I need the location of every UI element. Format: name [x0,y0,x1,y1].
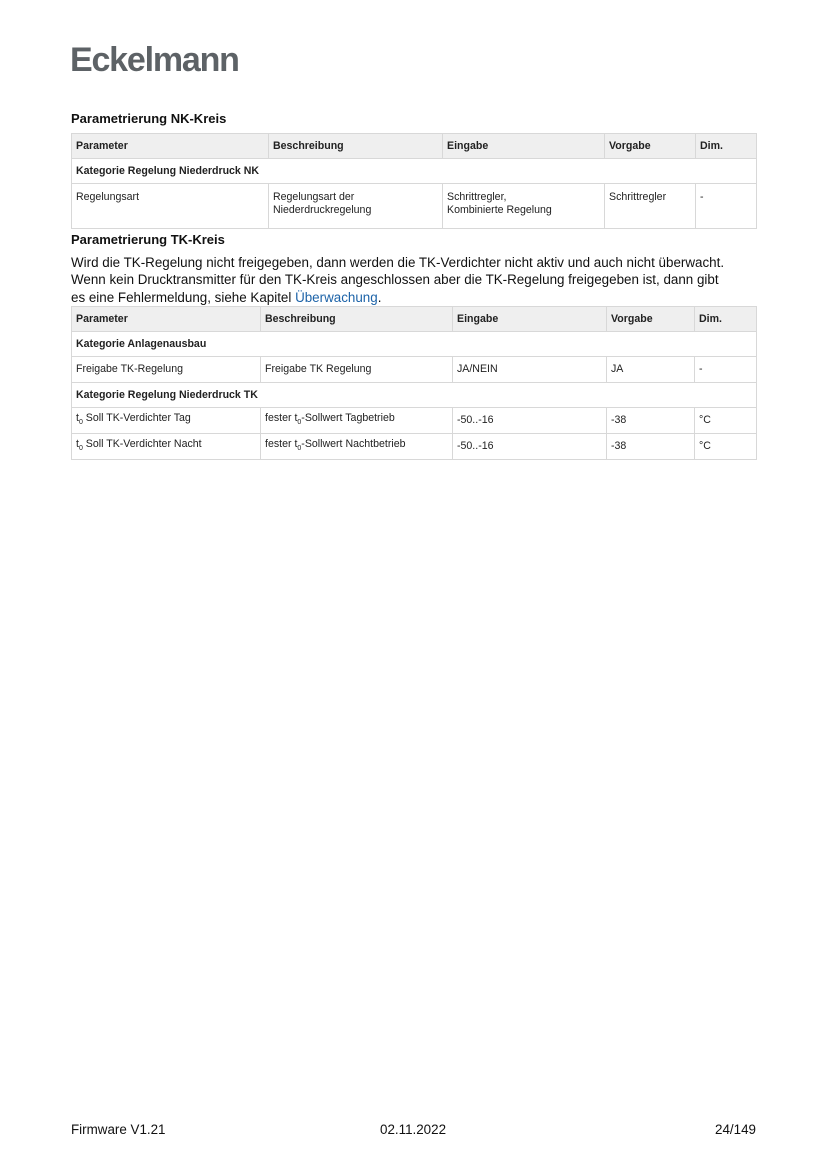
description-line: Wird die TK-Regelung nicht freigegeben, dann werden die TK-Verdichter nicht aktiv und auch nicht überwacht. [71,255,725,270]
subscript-zero: 0 [297,419,302,426]
parameter-text: Soll TK-Verdichter Nacht [82,438,202,450]
table-header-row [72,307,757,332]
cell-vorgabe: Schrittregler [605,184,696,229]
description-line: Wenn kein Drucktransmitter für den TK-Kreis angeschlossen aber die TK-Regelung freigegeben ist, dann gibt [71,272,719,288]
cell-beschreibung [269,184,443,229]
table-row [72,434,757,460]
cell-dim: - [696,184,757,229]
column-header-vorgabe: Vorgabe [605,134,696,159]
description-prefix: fester t [265,412,298,424]
cell-parameter [72,408,261,434]
section-description [71,254,761,306]
table-header-row [72,134,757,159]
parameter-text: Soll TK-Verdichter Tag [82,412,191,424]
cell-beschreibung: Freigabe TK Regelung [261,357,453,383]
cell-vorgabe: JA [607,357,695,383]
column-header-beschreibung: Beschreibung [261,307,453,332]
description-prefix: fester t [265,438,298,450]
cell-text-line: Niederdruckregelung [273,204,372,216]
table-row [72,357,757,383]
section-heading-tk: Parametrierung TK-Kreis [71,232,225,247]
table-row [72,408,757,434]
category-row [72,159,757,184]
column-header-dim: Dim. [695,307,757,332]
subscript-zero: 0 [78,419,83,426]
category-row [72,332,757,357]
cell-eingabe: -50..-16 [453,408,607,434]
eckelmann-logo: Eckelmann [70,41,239,79]
cell-eingabe: -50..-16 [453,434,607,460]
subscript-zero: 0 [297,445,302,452]
cell-beschreibung [261,434,453,460]
description-line-end: . [377,289,382,305]
symbol-t: t [76,412,79,424]
column-header-eingabe: Eingabe [453,307,607,332]
description-suffix: -Sollwert Tagbetrieb [301,412,395,424]
footer-version: Firmware V1.21 [71,1122,166,1137]
description-line: es eine Fehlermeldung, siehe Kapitel [71,289,296,305]
column-header-beschreibung: Beschreibung [269,134,443,159]
cell-eingabe [443,184,605,229]
cell-text-line: Schrittregler, [447,191,507,203]
parameter-table-tk [71,306,757,460]
footer-page-number: 24/149 [715,1122,756,1137]
category-label: Kategorie Anlagenausbau [72,332,757,357]
cell-dim: - [695,357,757,383]
column-header-eingabe: Eingabe [443,134,605,159]
table-row [72,184,757,229]
cell-parameter: Freigabe TK-Regelung [72,357,261,383]
description-suffix: -Sollwert Nachtbetrieb [301,438,406,450]
subscript-zero: 0 [78,445,83,452]
symbol-t: t [76,438,79,450]
category-label: Kategorie Regelung Niederdruck TK [72,383,757,408]
cell-parameter [72,434,261,460]
parameter-table-nk [71,133,757,229]
column-header-parameter: Parameter [72,134,269,159]
cell-text-line: Kombinierte Regelung [447,204,552,216]
cell-dim: °C [695,408,757,434]
column-header-dim: Dim. [696,134,757,159]
footer-date: 02.11.2022 [380,1122,447,1137]
cell-vorgabe: -38 [607,408,695,434]
category-label: Kategorie Regelung Niederdruck NK [72,159,757,184]
cell-parameter: Regelungsart [72,184,269,229]
column-header-parameter: Parameter [72,307,261,332]
cell-beschreibung [261,408,453,434]
cell-text-line: Regelungsart der [273,191,355,203]
section-heading-nk: Parametrierung NK-Kreis [71,111,227,126]
column-header-vorgabe: Vorgabe [607,307,695,332]
cell-vorgabe: -38 [607,434,695,460]
cell-eingabe: JA/NEIN [453,357,607,383]
link-ueberwachung[interactable]: Überwachung [295,289,378,305]
cell-dim: °C [695,434,757,460]
category-row [72,383,757,408]
